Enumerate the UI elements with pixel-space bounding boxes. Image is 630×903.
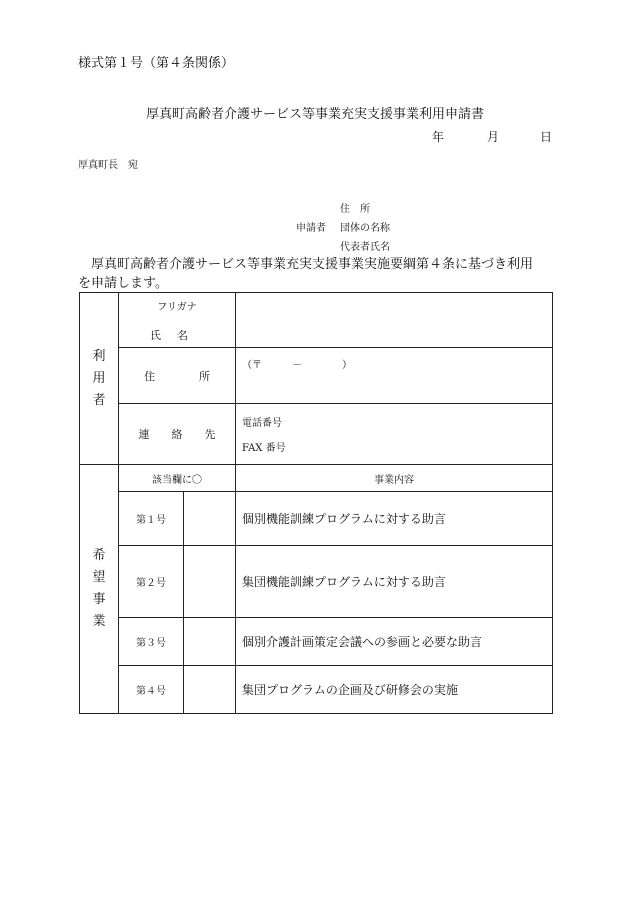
contact-field[interactable] <box>236 404 553 465</box>
item-number: 第１号 <box>119 492 184 546</box>
lead-text <box>78 255 554 293</box>
table-row <box>80 546 553 618</box>
address-field[interactable] <box>236 348 553 404</box>
check-cell[interactable] <box>184 666 236 714</box>
application-table <box>79 292 553 714</box>
name-label-cell <box>119 293 236 348</box>
check-cell[interactable] <box>184 492 236 546</box>
date-month: 月 <box>487 130 500 144</box>
check-cell[interactable] <box>184 618 236 666</box>
item-number: 第２号 <box>119 546 184 618</box>
service-section-label: 希 望 事 業 <box>80 465 119 714</box>
form-number: 様式第１号（第４条関係） <box>78 56 235 71</box>
lead-text-line1: 厚真町高齢者介護サービス等事業充実支援事業実施要綱第４条に基づき利用 <box>91 257 534 272</box>
name-label: 氏名 <box>150 328 204 342</box>
applicant-rep-name-label: 代表者氏名 <box>340 242 390 253</box>
date-year: 年 <box>432 130 445 144</box>
user-section-label: 利 用 者 <box>80 293 119 465</box>
name-field[interactable] <box>236 293 553 348</box>
table-row <box>80 492 553 546</box>
table-row <box>80 666 553 714</box>
item-number: 第４号 <box>119 666 184 714</box>
phone-label: 電話番号 <box>242 418 282 429</box>
date-day: 日 <box>540 130 553 144</box>
item-content: 個別機能訓練プログラムに対する助言 <box>236 492 553 546</box>
applicant-address-label: 住 所 <box>340 204 370 215</box>
address-label: 住 所 <box>119 348 236 404</box>
document-title: 厚真町高齢者介護サービス等事業充実支援事業利用申請書 <box>145 107 484 122</box>
fax-label: FAX 番号 <box>242 443 286 454</box>
applicant-label: 申請者 <box>296 223 326 234</box>
addressee: 厚真町長 宛 <box>78 160 138 171</box>
postal-code-template: （〒 － ） <box>242 360 352 371</box>
content-column-header: 事業内容 <box>236 465 553 492</box>
furigana-label: フリガナ <box>157 301 197 313</box>
item-content: 集団機能訓練プログラムに対する助言 <box>236 546 553 618</box>
table-row <box>80 618 553 666</box>
check-cell[interactable] <box>184 546 236 618</box>
check-column-header: 該当欄に〇 <box>119 465 236 492</box>
item-content: 集団プログラムの企画及び研修会の実施 <box>236 666 553 714</box>
item-number: 第３号 <box>119 618 184 666</box>
applicant-org-name-label: 団体の名称 <box>340 223 390 234</box>
item-content: 個別介護計画策定会議への参画と必要な助言 <box>236 618 553 666</box>
lead-text-line2: を申請します。 <box>78 276 168 291</box>
contact-label: 連 絡 先 <box>119 404 236 465</box>
